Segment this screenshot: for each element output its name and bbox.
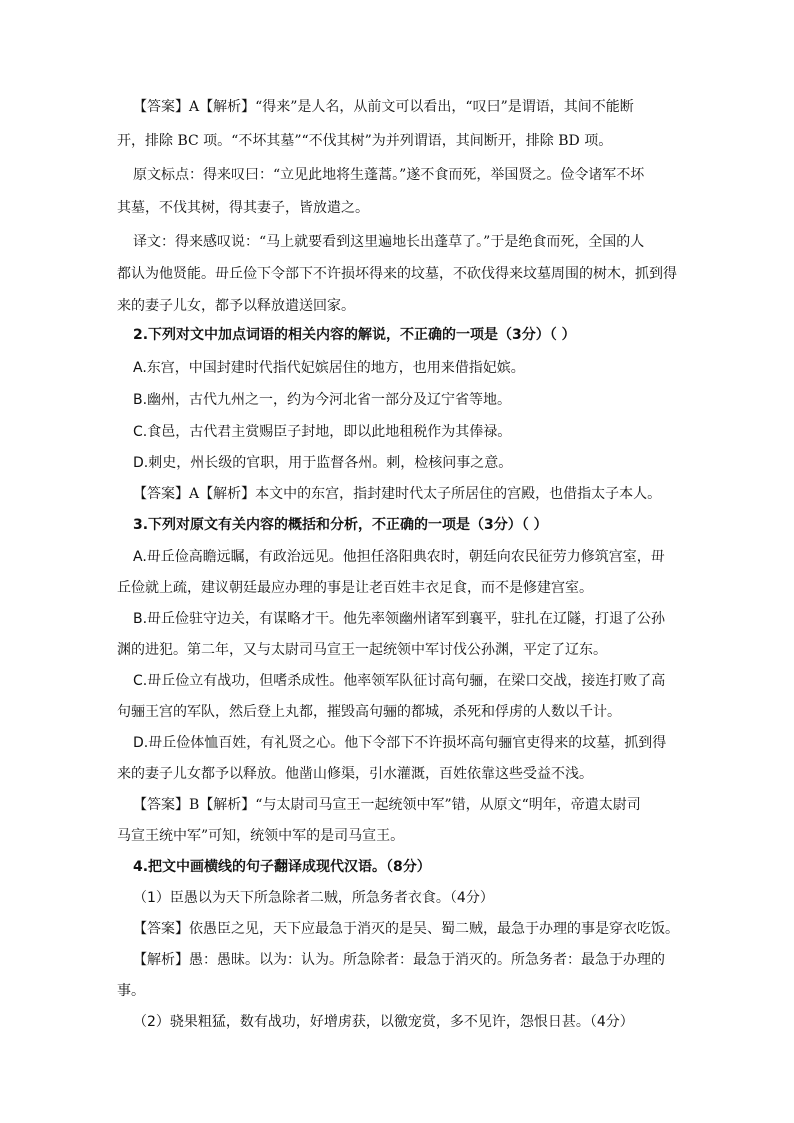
option-line: C.食邑，古代君主赏赐臣子封地，即以此地租税作为其俸禄。: [133, 424, 512, 440]
answer-line: 【答案】A【解析】“得来”是人名，从前文可以看出，“叹曰”是谓语，其间不能断: [133, 99, 634, 115]
text-line: 其墓，不伐其树，得其妻子，皆放遣之。: [117, 200, 369, 216]
text-line: 开，排除 BC 项。“不坏其墓”“不伐其树”为并列谓语，其间断开，排除 BD 项。: [117, 133, 613, 149]
option-line: B.幽州，古代九州之一，约为今河北省一部分及辽宁省等地。: [133, 392, 512, 408]
answer-line: 【答案】B【解析】“与太尉司马宣王一起统领中军”错，从原文“明年，帝遣太尉司: [133, 797, 641, 813]
option-line: B.毌丘俭驻守边关，有谋略才干。他先率领幽州诸军到襄平，驻扎在辽隧，打退了公孙: [133, 611, 666, 627]
question-heading: 3.下列对原文有关内容的概括和分析，不正确的一项是（3分）（ ）: [133, 517, 548, 533]
option-line: 来的妻子儿女都予以释放。他凿山修渠，引水灌溉，百姓依靠这些受益不浅。: [117, 766, 593, 782]
option-line: 渊的进犯。第二年，又与太尉司马宣王一起统领中军讨伐公孙渊，平定了辽东。: [117, 642, 607, 658]
option-line: D.刺史，州长级的官职，用于监督各州。刺，检核问事之意。: [133, 455, 513, 471]
text-line: 原文标点：得来叹曰：“立见此地将生蓬蒿。”遂不食而死，举国贤之。俭令诸军不坏: [133, 167, 645, 183]
text-line: 译文：得来感叹说：“马上就要看到这里遍地长出蓬草了。”于是绝食而死，全国的人: [133, 234, 645, 250]
answer-line: 【答案】A【解析】本文中的东宫，指封建时代太子所居住的宫殿，也借指太子本人。: [133, 486, 662, 502]
answer-line: 【答案】依愚臣之见，天下应最急于消灭的是吴、蜀二贼，最急于办理的事是穿衣吃饭。: [133, 921, 679, 937]
option-line: 丘俭就上疏，建议朝廷最应办理的事是让老百姓丰衣足食，而不是修建宫室。: [117, 580, 593, 596]
option-line: D.毌丘俭体恤百姓，有礼贤之心。他下令部下不许损坏高句骊官吏得来的坟墓，抓到得: [133, 735, 667, 751]
option-line: A.毌丘俭高瞻远瞩，有政治远见。他担任洛阳典农时，朝廷向农民征劳力修筑宫室，毌: [133, 549, 665, 565]
question-heading: 2.下列对文中加点词语的相关内容的解说，不正确的一项是（3分）（ ）: [133, 327, 576, 343]
text-line: 都认为他贤能。毌丘俭下令部下不许损坏得来的坟墓，不砍伐得来坟墓周围的树木，抓到得: [117, 266, 677, 282]
sub-question: （2）骁果粗猛，数有战功，好增虏获，以徼宠赏，多不见许，怨恨日甚。（4分）: [133, 1014, 634, 1030]
option-line: A.东宫，中国封建时代指代妃嫔居住的地方，也用来借指妃嫔。: [133, 360, 525, 376]
sub-question: （1）臣愚以为天下所急除者二贼，所急务者衣食。（4分）: [133, 890, 494, 906]
text-line: 来的妻子儿女，都予以释放遣送回家。: [117, 298, 355, 314]
option-line: C.毌丘俭立有战功，但嗜杀成性。他率领军队征讨高句骊，在梁口交战，接连打败了高: [133, 673, 666, 689]
analysis-line: 事。: [117, 983, 145, 999]
question-heading: 4.把文中画横线的句子翻译成现代汉语。（8分）: [133, 859, 431, 875]
text-line: 马宣王统中军”可知，统领中军的是司马宣王。: [117, 828, 405, 844]
option-line: 句骊王宫的军队，然后登上丸都，摧毁高句骊的都城，杀死和俘虏的人数以千计。: [117, 704, 621, 720]
analysis-line: 【解析】愚：愚昧。以为：认为。所急除者：最急于消灭的。所急务者：最急于办理的: [133, 952, 665, 968]
